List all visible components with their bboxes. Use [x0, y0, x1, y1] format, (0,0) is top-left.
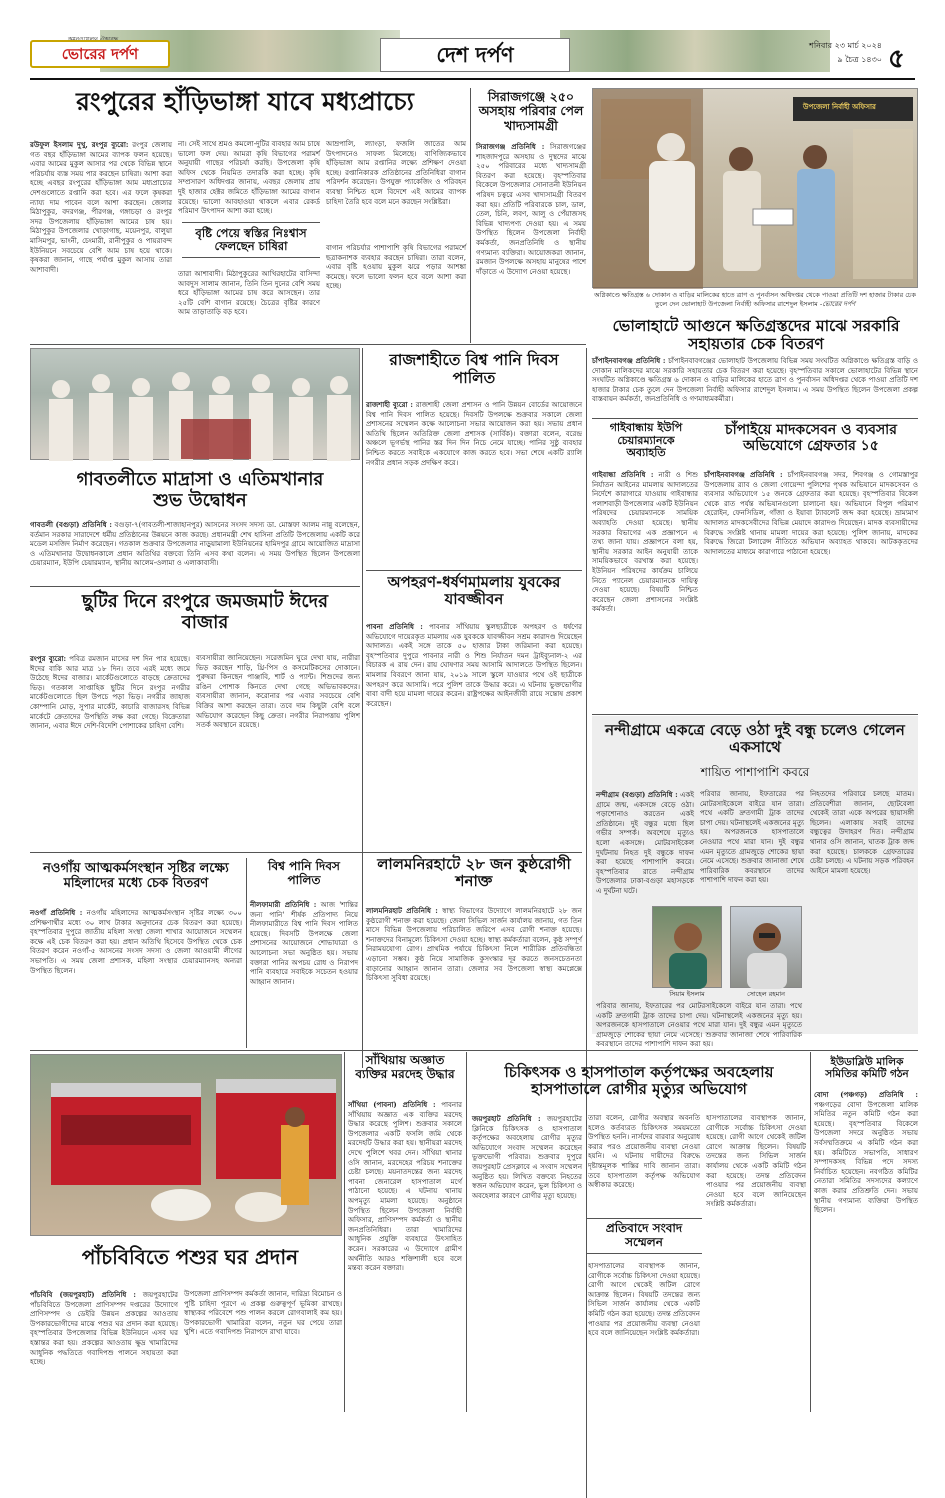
gabtoli-body-text: বগুড়া-৭(গাবতলী-শাজাহানপুর) আসনের সংসদ সদস্য ডা. মোস্তফা আলম নান্নু বলেছেন, বর্তমান সরকার সারাদেশে ধর্মীয় প্রতিষ্ঠানের উন্নয়নে কাজ করছে। প্রধানমন্ত্রী শেখ হাসিনা প্রতিটি উপজেলায় একটি করে মডেল মসজিদ নির্মাণ করেছেন। গতকাল শুক্রবার উপজেলার নাড়ুয়ামালা ইউনিয়নের হামিদপুর গ্রামে আয়োজিত মাদ্রাসা ও এতিমখানার উদ্বোধনকালে প্রধান অতিথির বক্তব্যে তিনি এসব কথা বলেন। এ সময় উপস্থিত ছিলেন উপজেলা চেয়ারম্যান, ইউপি চেয়ারম্যান, স্থানীয় আলেম-ওলামা ও এলাকাবাসী। — [30, 521, 360, 568]
eid-bazar-byline: রংপুর ব্যুরো: — [30, 654, 67, 663]
rangpur-byline: রউফুল ইসলাম দুখু, রংপুর ব্যুরো: — [30, 140, 129, 149]
ibadat-headline: ইউডাব্লিউ মালিক সমিতির কমিটি গঠন — [825, 1056, 909, 1081]
chapai-body-text: চাঁপাইনবাবগঞ্জ সদর, শিবগঞ্জ ও গোমস্তাপুর উপজেলায় র‍্যাব ও জেলা গোয়েন্দা পুলিশের পৃথক অভিযানে মাদকসেবন ও ব্যবসার অভিযোগে ১৫ জনকে গ্রেফতার করা হয়েছে। বৃহস্পতিবার বিকেল থেকে রাত পর্যন্ত অভিযানগুলো চালানো হয়। অভিযানে বিপুল পরিমাণ হেরোইন, ফেনসিডিল, গাঁজা ও ইয়াবা ট্যাবলেট জব্দ করা হয়েছে। ভ্রাম্যমাণ আদালত মাদকসেবীদের বিভিন্ন মেয়াদে কারাদণ্ড দিয়েছেন। মাদক ব্যবসায়ীদের বিরুদ্ধে সংশ্লিষ্ট থানায় মামলা দায়ের করা হয়েছে। পুলিশ জানায়, মাদকের বিরুদ্ধে জিরো টলারেন্স নীতিতে অভিযান অব্যাহত থাকবে। আটককৃতদের আদালতের মাধ্যমে কারাগারে পাঠানো হয়েছে। — [704, 471, 918, 556]
rajshahi-byline: রাজশাহী ব্যুরো : — [366, 400, 414, 409]
water-day-body — [250, 900, 358, 1050]
section-rule — [592, 714, 918, 715]
chapai-byline: চাঁপাইনবাবগঞ্জ প্রতিনিধি : — [704, 470, 783, 479]
portrait-2-illustration — [731, 907, 803, 989]
rangpur-col-3b — [326, 244, 466, 340]
masthead-rule — [30, 78, 915, 80]
hospital-col-3 — [706, 1114, 806, 1410]
section-rule — [592, 418, 918, 419]
eid-bazar-headline: ছুটির দিনে রংপুরে জমজমাট ঈদের বাজার — [82, 591, 328, 633]
section-rule — [366, 570, 582, 571]
rangpur-col-2 — [178, 140, 320, 218]
lalmonirhat-body-text: স্বাস্থ্য বিভাগের উদ্যোগে লালমনিরহাটে ২৮ জন কুষ্ঠরোগী শনাক্ত করা হয়েছে। জেলা সিভিল সার্জন কার্যালয় জানায়, গত তিন মাসে বিভিন্ন উপজেলায় পরিচালিত জরিপে এসব রোগী শনাক্ত হয়েছে। শনাক্তদের বিনামূল্যে চিকিৎসা দেওয়া হচ্ছে। স্বাস্থ্য কর্মকর্তারা বলেন, কুষ্ঠ সম্পূর্ণ নিরাময়যোগ্য রোগ। প্রাথমিক পর্যায়ে চিকিৎসা নিলে শারীরিক প্রতিবন্ধিতা এড়ানো সম্ভব। কুষ্ঠ নিয়ে সামাজিক কুসংস্কার দূর করতে জনসচেতনতা বাড়ানোর আহ্বান জানান তারা। জেলার সব উপজেলা স্বাস্থ্য কমপ্লেক্সে চিকিৎসা সুবিধা রয়েছে। — [366, 907, 582, 983]
cheque-photo-caption-text: অগ্নিকাণ্ডে ক্ষতিগ্রস্ত ৬ দোকান ও বাড়ির মালিকের হাতে ত্রাণ ও পুনর্বাসন অধিদপ্তর থেকে পাওয়া প্রতিটি দশ হাজার টাকার চেক তুলে দেন ভোলাহাট উপজেলা নির্বাহী অফিসার রাশেদুল ইসলাম — [594, 291, 916, 308]
cattle-col-1-text: জয়পুরহাটের পাঁচবিবিতে উপজেলা প্রাণিসম্পদ দপ্তরের উদ্যোগে প্রাণিসম্পদ ও ডেইরি উন্নয়ন প্রকল্পের আওতায় উপকারভোগীদের মাঝে পশুর ঘর প্রদান করা হয়েছে। বৃহস্পতিবার উপজেলার বিভিন্ন ইউনিয়নে এসব ঘর হস্তান্তর করা হয়। প্রকল্পের আওতায় ক্ষুদ্র খামারিদের আধুনিক পদ্ধতিতে গবাদিপশু পালনে সহায়তা করা হচ্ছে। — [30, 1291, 178, 1367]
bholahat-body-text: চাঁপাইনবাবগঞ্জের ভোলাহাট উপজেলায় বিভিন্ন সময় সংঘটিত অগ্নিকাণ্ডে ক্ষতিগ্রস্ত বাড়ি ও দোকান মালিকদের মাঝে সরকারি সহায়তার চেক বিতরণ করা হয়েছে। বৃহস্পতিবার সকালে ভোলাহাটের বিভিন্ন স্থানে সংঘটিত অগ্নিকাণ্ডে ক্ষতিগ্রস্ত ৬ দোকান ও বাড়ির মালিকের হাতে ত্রাণ ও পুনর্বাসন অধিদপ্তর থেকে পাওয়া প্রতিটি দশ হাজার টাকার চেক তুলে দেন উপজেলা নির্বাহী অফিসার রাশেদুল ইসলাম। এ সময় উপস্থিত ছিলেন উপজেলা প্রকল্প বাস্তবায়ন কর্মকর্তা, জনপ্রতিনিধি ও গণমাধ্যমকর্মীরা। — [592, 357, 918, 404]
santhia-byline: সাঁথিয়া (পাবনা) প্রতিনিধি : — [348, 1100, 436, 1109]
rangpur-col-3-text: আম্রপালি, ল্যাংড়া, ফজলি জাতের আম উৎপাদনেও সাফল্য মিলেছে। বাণিজ্যিকভাবে হাঁড়িভাঙ্গা আম রপ্তানির লক্ষ্যে প্রশিক্ষণ দেওয়া হচ্ছে। রপ্তানিকারক প্রতিষ্ঠানের প্রতিনিধিরা বাগান পরিদর্শন করেছেন। উপযুক্ত প্যাকেজিং ও পরিবহন ব্যবস্থা নিশ্চিত হলে বিদেশে এই আমের ব্যাপক চাহিদা তৈরি হবে বলে মনে করছেন সংশ্লিষ্টরা। — [326, 140, 466, 206]
lalmonirhat-headline: লালমনিরহাটে ২৮ জন কুষ্ঠরোগী শনাক্ত — [377, 855, 571, 891]
hospital-col-2b-text: হাসপাতালের ব্যবস্থাপক জানান, রোগীকে সর্বোচ্চ চিকিৎসা দেওয়া হয়েছে। রোগী আগে থেকেই জটিল রোগে আক্রান্ত ছিলেন। বিষয়টি তদন্তের জন্য সিভিল সার্জন কার্যালয় থেকে একটি কমিটি গঠন করা হয়েছে। তদন্ত প্রতিবেদন পাওয়ার পর প্রয়োজনীয় ব্যবস্থা নেওয়া হবে বলে জানিয়েছেন সংশ্লিষ্ট কর্মকর্তারা। — [588, 1262, 700, 1338]
nandigram-col-3-text: নিহতদের পরিবারে চলছে মাতম। প্রতিবেশীরা জানান, ছোটবেলা থেকেই তারা একে অপরের ছায়াসঙ্গী ছিলেন। এলাকায় সবাই তাদের বন্ধুত্বের উদাহরণ দিত। নন্দীগ্রাম থানার ওসি জানান, ঘাতক ট্রাক জব্দ করা হয়েছে। চালককে গ্রেফতারের চেষ্টা চলছে। এ ঘটনায় সড়ক পরিবহন আইনে মামলা হয়েছে। — [810, 790, 914, 875]
nandigram-col-1-bottom-text: পরিবার জানায়, ইফতারের পর মোটরসাইকেলে বাইরে যান তারা। পথে একটি দ্রুতগামী ট্রাক তাদের চাপা দেয়। ঘটনাস্থলেই একজনের মৃত্যু হয়। অপরজনকে হাসপাতালে নেওয়ার পথে মারা যান। দুই বন্ধুর এমন মৃত্যুতে গ্রামজুড়ে শোকের ছায়া নেমে এসেছে। শুক্রবার জানাজা শেষে পারিবারিক কবরস্থানে তাদের পাশাপাশি দাফন করা হয়। — [596, 1002, 802, 1049]
page-number: ৫ — [888, 44, 905, 74]
eid-bazar-col-1-text: পবিত্র রমজান মাসের দশ দিন পার হয়েছে। ঈদের বাকি আর মাত্র ১৮ দিন। তবে এরই মধ্যে জমে উঠেছে ঈদের বাজার। মার্কেটগুলোতে বাড়ছে ক্রেতাদের ভিড়। গতকাল সাপ্তাহিক ছুটির দিনে রংপুর নগরীর মার্কেটগুলোতে ছিল উপচে পড়া ভিড়। নগরীর জাহাজ কোম্পানি মোড়, সুপার মার্কেট, কাচারি বাজারসহ বিভিন্ন মার্কেটে ক্রেতাদের উপস্থিতি লক্ষ করা গেছে। বিক্রেতারা জানান, এবার ঈদে দেশি-বিদেশি পোশাকের চাহিদা বেশি। — [30, 655, 190, 731]
bholahat-byline: চাঁপাইনবাবগঞ্জ প্রতিনিধি : — [592, 356, 666, 365]
abduction-body — [366, 622, 582, 848]
nandigram-col-1-bottom — [596, 1002, 802, 1049]
bholahat-headline: ভোলাহাটে আগুনে ক্ষতিগ্রস্তদের মাঝে সরকারি সহায়তার চেক বিতরণ — [612, 317, 900, 353]
abduction-headline: অপহরণ-ধর্ষণমামলায় যুবকের যাবজ্জীবন — [387, 573, 561, 609]
section-banner — [380, 38, 570, 72]
rangpur-headline: রংপুরের হাঁড়িভাঙ্গা যাবে মধ্যপ্রাচ্যে — [76, 87, 414, 116]
sirajganj-headline: সিরাজগঞ্জে ২৫০ অসহায় পরিবার পেল খাদ্যসামগ্রী — [478, 89, 584, 133]
section-rule — [30, 852, 582, 853]
water-day-headline: বিশ্ব পানি দিবস পালিত — [268, 859, 340, 887]
ibadat-body-text: পঞ্চগড়ের বোদা উপজেলা মালিক সমিতির নতুন কমিটি গঠন করা হয়েছে। বৃহস্পতিবার বিকেলে উপজেলা সদরে অনুষ্ঠিত সভায় সর্বসম্মতিক্রমে এ কমিটি গঠন করা হয়। কমিটিতে সভাপতি, সাধারণ সম্পাদকসহ বিভিন্ন পদে সদস্য নির্বাচিত হয়েছেন। নবগঠিত কমিটির নেতারা সমিতির সদস্যদের কল্যাণে কাজ করার প্রতিশ্রুতি দেন। সভায় স্থানীয় গণ্যমান্য ব্যক্তিরা উপস্থিত ছিলেন। — [814, 1100, 918, 1215]
chapai-headline: চাঁপাইয়ে মাদকসেবন ও ব্যবসার অভিযোগে গ্রেফতার ১৫ — [725, 422, 897, 455]
naogaon-body-text: নওগাঁয় মহিলাদের আত্মকর্মসংস্থান সৃষ্টির লক্ষ্যে ৩০০ প্রশিক্ষণার্থীর মধ্যে ৩০ লাখ টাকার অনুদানের চেক বিতরণ করা হয়েছে। বৃহস্পতিবার দুপুরে জাতীয় মহিলা সংস্থা জেলা শাখার আয়োজনে সম্মেলন কক্ষে এই চেক বিতরণ করা হয়। প্রধান অতিথি হিসেবে উপস্থিত থেকে চেক বিতরণ করেন নওগাঁ-৫ আসনের সংসদ সদস্য ও জেলা আওয়ামী লীগের সভাপতি। এ সময় জেলা প্রশাসক, মহিলা সংস্থার চেয়ারম্যানসহ অন্যরা উপস্থিত ছিলেন। — [30, 909, 242, 975]
hospital-col-1-text: জয়পুরহাটের ক্লিনিকে চিকিৎসক ও হাসপাতাল কর্তৃপক্ষের অবহেলায় রোগীর মৃত্যুর অভিযোগে সংবাদ সম্মেলন করেছেন ভুক্তভোগী পরিবার। শুক্রবার দুপুরে জয়পুরহাট প্রেসক্লাবে এ সংবাদ সম্মেলন অনুষ্ঠিত হয়। লিখিত বক্তব্যে নিহতের স্বজন অভিযোগ করেন, ভুল চিকিৎসা ও অবহেলার কারণে রোগীর মৃত্যু হয়েছে। — [472, 1115, 582, 1200]
nandigram-photo-1 — [652, 906, 722, 988]
column-rule — [362, 348, 363, 1068]
cattle-headline: পাঁচবিবিতে পশুর ঘর প্রদান — [81, 1245, 299, 1269]
rajshahi-body-text: রাজশাহী জেলা প্রশাসন ও পানি উন্নয়ন বোর্ডের আয়োজনে বিশ্ব পানি দিবস পালিত হয়েছে। দিবসটি উপলক্ষে শুক্রবার সকালে জেলা প্রশাসনের সম্মেলন কক্ষে আলোচনা সভার আয়োজন করা হয়। সভায় প্রধান অতিথি ছিলেন অতিরিক্ত জেলা প্রশাসক (সার্বিক)। বক্তারা বলেন, বরেন্দ্র অঞ্চলে ভূগর্ভস্থ পানির স্তর দিন দিন নিচে নেমে যাচ্ছে। পানির সুষ্ঠু ব্যবহার নিশ্চিত করতে সবাইকে একযোগে কাজ করতে হবে। সভা শেষে একটি র‍্যালি নগরীর প্রধান সড়ক প্রদক্ষিণ করে। — [366, 401, 582, 467]
rangpur-col-1 — [30, 140, 172, 340]
hospital-col-2b — [588, 1262, 700, 1410]
abduction-byline: পাবনা প্রতিনিধি : — [366, 622, 423, 631]
date-line-1: শনিবার ২৩ মার্চ ২০২৪ — [809, 41, 882, 50]
madrasa-inauguration-photo — [30, 348, 360, 460]
chapai-body — [704, 470, 918, 710]
sirajganj-body — [476, 142, 586, 342]
column-rule — [466, 1052, 467, 1412]
water-day-body-text: আজ 'শান্তির জন্য পানি' শীর্ষক প্রতিপাদ্য নিয়ে নীলফামারীতে বিশ্ব পানি দিবস পালিত হয়েছে। দিবসটি উপলক্ষে জেলা প্রশাসনের আয়োজনে শোভাযাত্রা ও আলোচনা সভা অনুষ্ঠিত হয়। সভায় বক্তারা পানির অপচয় রোধ ও নিরাপদ পানি ব্যবহারে সবাইকে সচেতন হওয়ার আহ্বান জানান। — [250, 901, 358, 986]
column-rule — [246, 858, 247, 1048]
nandigram-col-2 — [700, 790, 804, 918]
gabtoli-byline: গাবতলী (বগুড়া) প্রতিনিধি : — [30, 520, 113, 529]
office-sign: উপজেলা নির্বাহী অফিসার — [803, 103, 876, 111]
rangpur-col-3 — [326, 140, 466, 240]
date-line-2: ৯ চৈত্র ১৪৩০ — [837, 55, 882, 64]
section-rule — [30, 1050, 918, 1051]
nandigram-photo-1-caption: সিয়াম ইসলাম — [669, 990, 705, 998]
cheque-photo-credit: -ভোরের দর্পণ — [819, 299, 856, 308]
hospital-byline: জয়পুরহাট প্রতিনিধি : — [472, 1114, 541, 1123]
rangpur-subhead: বৃষ্টি পেয়ে স্বস্তির নিঃশ্বাস ফেলছেন চাষিরা — [182, 222, 320, 258]
gabtoli-body — [30, 520, 360, 582]
portrait-1-illustration — [653, 907, 723, 989]
rajshahi-headline: রাজশাহীতে বিশ্ব পানি দিবস পালিত — [389, 351, 559, 387]
gaibandha-byline: গাইবান্ধা প্রতিনিধি : — [592, 470, 654, 479]
hospital-col-1 — [472, 1114, 582, 1410]
hospital-col-3-text: হাসপাতালের ব্যবস্থাপক জানান, রোগীকে সর্বোচ্চ চিকিৎসা দেওয়া হয়েছে। রোগী আগে থেকেই জটিল রোগে আক্রান্ত ছিলেন। বিষয়টি তদন্তের জন্য সিভিল সার্জন কার্যালয় থেকে একটি কমিটি গঠন করা হয়েছে। তদন্ত প্রতিবেদন পাওয়ার পর প্রয়োজনীয় ব্যবস্থা নেওয়া হবে বলে জানিয়েছেন সংশ্লিষ্ট কর্মকর্তারা। — [706, 1114, 806, 1209]
cattle-col-2-text: উপজেলা প্রাণিসম্পদ কর্মকর্তা জানান, দারিদ্র্য বিমোচন ও পুষ্টি চাহিদা পূরণে এ প্রকল্প গুরুত্বপূর্ণ ভূমিকা রাখছে। স্বাস্থ্যকর পরিবেশে পশু পালন করলে রোগবালাই কম হয়। উপকারভোগী খামারিরা বলেন, নতুন ঘর পেয়ে তারা খুশি। এতে গবাদিপশু নিরাপদে রাখা যাবে। — [184, 1290, 342, 1337]
masthead-paper-name — [30, 40, 170, 68]
nandigram-byline: নন্দীগ্রাম (বগুড়া) প্রতিনিধি : — [596, 790, 678, 799]
gaibandha-body — [592, 470, 698, 710]
rangpur-col-1-text: রংপুর জেলায় গত বছর হাঁড়িভাঙ্গা আমের ব্যাপক ফলন হয়েছে। এবার আমের মুকুল আসার পর থেকে বিভিন্ন স্থানে পরিচর্যায় ব্যস্ত সময় পার করছেন চাষিরা। আশা করা হচ্ছে এবছর রংপুরের হাঁড়িভাঙ্গা আম মধ্যপ্রাচ্যের দেশগুলোতে রপ্তানি করা হবে। এর ফলে কৃষকরা ন্যায্য দাম পাবেন বলে আশা করছেন। জেলার মিঠাপুকুর, বদরগঞ্জ, পীরগঞ্জ, গঙ্গাচড়া ও রংপুর সদর উপজেলায় হাঁড়িভাঙ্গা আমের চাষ হয়। মিঠাপুকুর উপজেলার খোড়াগাছ, ময়েনপুর, বালুয়া মাসিমপুর, ভাংনী, চেংমারী, রানীপুকুর ও পায়রাবন্দ ইউনিয়নে সবচেয়ে বেশি আম চাষ হয়ে থাকে। কৃষকরা জানান, গাছে পর্যাপ্ত মুকুল আসায় তারা আশাবাদী। — [30, 141, 172, 274]
crowd-illustration — [31, 349, 361, 461]
santhia-body-text: পাবনার সাঁথিয়ায় অজ্ঞাত এক ব্যক্তির মরদেহ উদ্ধার করেছে পুলিশ। শুক্রবার সকালে উপজেলার একটি ফসলি জমি থেকে মরদেহটি উদ্ধার করা হয়। স্থানীয়রা মরদেহ দেখে পুলিশে খবর দেন। সাঁথিয়া থানার ওসি জানান, মরদেহের পরিচয় শনাক্তের চেষ্টা চলছে। ময়নাতদন্তের জন্য মরদেহ পাবনা জেনারেল হাসপাতাল মর্গে পাঠানো হয়েছে। এ ঘটনায় থানায় অপমৃত্যু মামলা হয়েছে। — [348, 1101, 462, 1205]
rangpur-col-2-text: না। সেই সাথে শ্রমও কমলো-দুটির ব্যবহার আম চাষে ভালো ফল দেয়। আমরা কৃষি বিভাগের পরামর্শ অনুযায়ী গাছের পরিচর্যা করছি। উপজেলা কৃষি অফিস থেকে নিয়মিত তদারকি করা হচ্ছে। কৃষি সম্প্রসারণ অধিদপ্তর জানায়, এবছর জেলায় প্রায় দুই হাজার হেক্টর জমিতে হাঁড়িভাঙ্গা আমের বাগান রয়েছে। ভালো আবহাওয়া থাকলে এবার রেকর্ড পরিমাণ উৎপাদন আশা করা হচ্ছে। — [178, 140, 320, 216]
cattle-col-1 — [30, 1290, 178, 1410]
cheque-handover-illustration — [593, 89, 919, 289]
hospital-col-2 — [588, 1114, 700, 1214]
abduction-body-text: পাবনার সাঁথিয়ায় স্কুলছাত্রীকে অপহরণ ও ধর্ষণের অভিযোগে দায়েরকৃত মামলায় এক যুবককে যাবজ্জীবন সশ্রম কারাদণ্ড দিয়েছেন আদালত। একই সঙ্গে তাকে ৫০ হাজার টাকা জরিমানা করা হয়েছে। বৃহস্পতিবার দুপুরে পাবনার নারী ও শিশু নির্যাতন দমন ট্রাইব্যুনাল-২ এর বিচারক এ রায় দেন। রায় ঘোষণার সময় আসামি আদালতে উপস্থিত ছিলেন। মামলার বিবরণে জানা যায়, ২০১৯ সালে স্কুলে যাওয়ার পথে ওই ছাত্রীকে অপহরণ করে আসামি। পরে পুলিশ তাকে উদ্ধার করে। এ ঘটনায় ভুক্তভোগীর বাবা বাদী হয়ে মামলা দায়ের করেন। রাষ্ট্রপক্ষের আইনজীবী রায়ে সন্তোষ প্রকাশ করেছেন। — [366, 623, 582, 708]
santhia-body — [348, 1100, 462, 1410]
rangpur-col-3b-text: বাগান পরিচর্যার পাশাপাশি কৃষি বিভাগের পরামর্শে ছত্রাকনাশক ব্যবহার করছেন চাষিরা। তারা বলেন, এবার বৃষ্টি হওয়ায় মুকুল ঝরে পড়ার আশঙ্কা কমেছে। ফলে ভালো ফলন হবে বলে আশা করা হচ্ছে। — [326, 244, 466, 291]
cattle-byline: পাঁচবিবি (জয়পুরহাট) প্রতিনিধি : — [30, 1290, 136, 1299]
ibadat-body — [814, 1090, 918, 1410]
santhia-body-text-more: অনুষ্ঠানে উপস্থিত ছিলেন উপজেলা নির্বাহী অফিসার, প্রাণিসম্পদ কর্মকর্তা ও স্থানীয় জনপ্রতিনিধিরা। তারা খামারিদের আধুনিক প্রযুক্তি ব্যবহারে উৎসাহিত করেন। সরকারের এ উদ্যোগে গ্রামীণ অর্থনীতি আরও শক্তিশালী হবে বলে মন্তব্য করেন বক্তারা। — [348, 1196, 462, 1273]
cheque-handover-photo — [592, 88, 918, 288]
column-rule — [344, 1052, 345, 1412]
section-rule — [30, 344, 586, 345]
rangpur-col-2b — [178, 270, 320, 340]
eid-bazar-col-2 — [196, 654, 360, 836]
eid-bazar-col-2-text: ব্যবসায়ীরা জানিয়েছেন। সরেজমিন ঘুরে দেখা যায়, নারীরা ভিড় করছেন শাড়ি, থ্রি-পিস ও কসমেটিকসের দোকানে। পুরুষরা কিনছেন পাঞ্জাবি, শার্ট ও প্যান্ট। শিশুদের জন্য রঙিন পোশাক কিনতে দেখা গেছে অভিভাবকদের। ব্যবসায়ীরা জানান, করোনার পর এবার সবচেয়ে বেশি বিক্রির আশা করছেন তারা। তবে দাম কিছুটা বেশি বলে অভিযোগ করেছেন কিছু ক্রেতা। নগরীর নিরাপত্তায় পুলিশ সতর্ক অবস্থানে রয়েছে। — [196, 654, 360, 730]
cattle-shed-photo — [30, 1054, 342, 1236]
nandigram-col-3 — [810, 790, 914, 1030]
bholahat-body — [592, 356, 918, 416]
nandigram-photo-2-caption: সোহেল রহমান — [746, 990, 786, 998]
cheque-photo-caption — [592, 291, 918, 308]
santhia-headline: সাঁথিয়ায় অজ্ঞাত ব্যক্তির মরদেহ উদ্ধার — [355, 1053, 455, 1081]
water-day-byline: নীলফামারী প্রতিনিধি : — [250, 900, 317, 909]
nandigram-subhead: শায়িত পাশাপাশি কবরে — [700, 765, 810, 779]
nandigram-headline: নন্দীগ্রামে একত্রে বেড়ে ওঠা দুই বন্ধু চলেও গেলেন একসাথে — [605, 721, 905, 757]
rajshahi-body — [366, 400, 582, 568]
sirajganj-byline: সিরাজগঞ্জ প্রতিনিধি : — [476, 142, 545, 151]
paper-name-text: ভোরের দর্পণ — [61, 45, 139, 63]
section-rule — [30, 586, 360, 587]
gaibandha-body-text: নারী ও শিশু নির্যাতন আইনের মামলায় আদালতের নির্দেশে কারাগারে যাওয়ায় গাইবান্ধার পলাশবাড়ী উপজেলার একটি ইউনিয়ন পরিষদের চেয়ারম্যানকে সাময়িক অব্যাহতি দেওয়া হয়েছে। স্থানীয় সরকার বিভাগের এক প্রজ্ঞাপনে এ তথ্য জানা যায়। প্রজ্ঞাপনে বলা হয়, স্থানীয় সরকার আইন অনুযায়ী তাকে সাময়িকভাবে বরখাস্ত করা হয়েছে। ইউনিয়ন পরিষদের কার্যক্রম চালিয়ে নিতে প্যানেল চেয়ারম্যানকে দায়িত্ব দেওয়া হয়েছে। বিষয়টি নিশ্চিত করেছেন জেলা প্রশাসনের সংশ্লিষ্ট কর্মকর্তা। — [592, 471, 698, 614]
naogaon-body — [30, 908, 242, 1042]
hospital-col-2-text: তারা বলেন, রোগীর অবস্থার অবনতি হলেও কর্তব্যরত চিকিৎসক সময়মতো উপস্থিত হননি। নার্সদের বারবার অনুরোধ করার পরও প্রয়োজনীয় ব্যবস্থা নেওয়া হয়নি। এ ঘটনায় দায়ীদের বিরুদ্ধে দৃষ্টান্তমূলক শাস্তির দাবি জানান তারা। তবে হাসপাতাল কর্তৃপক্ষ অভিযোগ অস্বীকার করেছে। — [588, 1114, 700, 1190]
section-title: দেশ দর্পণ — [436, 43, 514, 67]
eid-bazar-col-1 — [30, 654, 190, 836]
nandigram-col-1 — [596, 790, 694, 918]
sirajganj-body-text: সিরাজগঞ্জের শাহজাদপুরে অসহায় ও দুস্থদের মাঝে ২৫০ পরিবারের মধ্যে খাদ্যসামগ্রী বিতরণ করা হয়েছে। বৃহস্পতিবার বিকেলে উপজেলার সোনাতনী ইউনিয়ন পরিষদ চত্বরে এসব খাদ্যসামগ্রী বিতরণ করা হয়। প্রতিটি পরিবারকে চাল, ডাল, তেল, চিনি, লবণ, আলু ও পেঁয়াজসহ বিভিন্ন খাদ্যপণ্য দেওয়া হয়। এ সময় উপস্থিত ছিলেন উপজেলা নির্বাহী কর্মকর্তা, জনপ্রতিনিধি ও স্থানীয় গণ্যমান্য ব্যক্তিরা। আয়োজকরা জানান, রমজান উপলক্ষে অসহায় মানুষের পাশে দাঁড়াতে এ উদ্যোগ নেওয়া হয়েছে। — [476, 143, 586, 276]
nandigram-col-2-text: পরিবার জানায়, ইফতারের পর মোটরসাইকেলে বাইরে যান তারা। পথে একটি দ্রুতগামী ট্রাক তাদের চাপা দেয়। ঘটনাস্থলেই একজনের মৃত্যু হয়। অপরজনকে হাসপাতালে নেওয়ার পথে মারা যান। দুই বন্ধুর এমন মৃত্যুতে গ্রামজুড়ে শোকের ছায়া নেমে এসেছে। শুক্রবার জানাজা শেষে পারিবারিক কবরস্থানে তাদের পাশাপাশি দাফন করা হয়। — [700, 790, 804, 885]
cattle-shed-illustration — [31, 1055, 343, 1237]
cattle-col-2 — [184, 1290, 342, 1410]
hospital-headline: চিকিৎসক ও হাসপাতাল কর্তৃপক্ষের অবহেলায় হাসপাতালে রোগীর মৃত্যুর অভিযোগ — [504, 1063, 774, 1099]
hospital-subhead: প্রতিবাদে সংবাদ সম্মেলন — [586, 1218, 702, 1254]
nandigram-photo-2 — [730, 906, 802, 988]
naogaon-byline: নওগাঁ প্রতিনিধি : — [30, 908, 83, 917]
column-rule — [586, 348, 587, 1498]
nandigram-col-1-text: একই গ্রামে জন্ম, একসঙ্গে বেড়ে ওঠা। পড়াশোনাও করতেন একই প্রতিষ্ঠানে। দুই বন্ধুর মধ্যে ছিল গভীর সম্পর্ক। অবশেষে মৃত্যুও হলো একসঙ্গে। মোটরসাইকেল দুর্ঘটনায় নিহত দুই বন্ধুকে দাফন করা হয়েছে পাশাপাশি কবরে। বৃহস্পতিবার রাতে নন্দীগ্রাম উপজেলার ঢাকা-বগুড়া মহাসড়কে এ দুর্ঘটনা ঘটে। — [596, 791, 694, 895]
gaibandha-headline: গাইবান্ধায় ইউপি চেয়ারম্যানকে অব্যাহতি — [609, 421, 683, 460]
lalmonirhat-byline: লালমনিরহাট প্রতিনিধি : — [366, 906, 438, 915]
rangpur-col-2b-text: তারা আশাবাদী। মিঠাপুকুরের আখিরহাটের বাসিন্দা আবদুস সালাম জানান, তিনি তিন দুনের বেশি সময় ধরে হাঁড়িভাঙ্গা আমের চাষ করে আসছেন। তার ২৫টি বেশি বাগান রয়েছে। চৈত্রের বৃষ্টির কারণে আম তাড়াতাড়ি বড় হবে। — [178, 270, 320, 317]
column-rule — [470, 88, 471, 343]
ibadat-byline: বোদা (পঞ্চগড়) প্রতিনিধি : — [814, 1090, 918, 1099]
naogaon-headline: নওগাঁয় আত্মকর্মসংস্থান সৃষ্টির লক্ষ্যে মহিলাদের মধ্যে চেক বিতরণ — [43, 861, 229, 891]
masthead — [0, 0, 945, 78]
column-rule — [810, 1052, 811, 1412]
lalmonirhat-body — [366, 906, 582, 1046]
gabtoli-headline: গাবতলীতে মাদ্রাসা ও এতিমখানার শুভ উদ্বোধন — [76, 469, 324, 511]
